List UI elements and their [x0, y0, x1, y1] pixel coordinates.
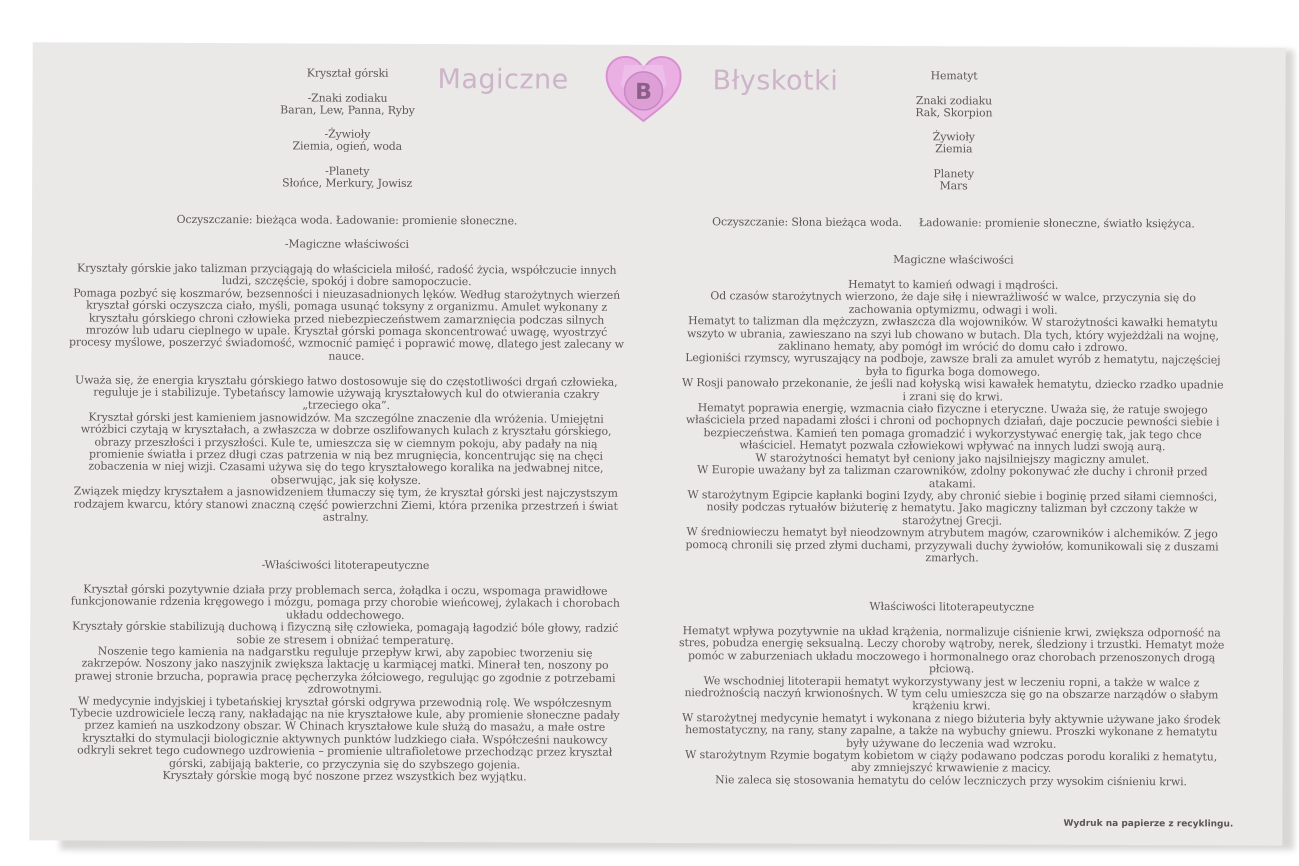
- left-elements-label: -Żywioły: [324, 127, 371, 141]
- right-lito-heading: Właściwości litoterapeutyczne: [869, 599, 1035, 614]
- left-elements-value: Ziemia, ogień, woda: [292, 139, 403, 153]
- text-line: wszyto w ubrania, zawieszano na szyi lub chowano w butach. Dla tych, który wyjeżdżali na wojnę,: [687, 326, 1219, 343]
- text-line: zachowania optymizmu, odwagi i woli.: [848, 302, 1058, 317]
- text-line: odkryli sekret tego cudownego uzdrowienia – promienie ultrafioletowe przechodząc przez kryształ: [77, 743, 613, 760]
- right-lito-text: [644, 625, 1260, 789]
- text-line: Hematyt to kamień odwagi i mądrości.: [848, 277, 1059, 292]
- right-planets-label: Planety: [933, 167, 975, 181]
- left-magic-heading: -Magiczne właściwości: [284, 237, 409, 251]
- text-line: wróżbici czytają w kryształach, a zwłaszcza w dobrze oszlifowanych kulach z kryształu górskiego,: [80, 422, 612, 439]
- text-line: przez kamień na uszkodzony obszar. W Chinach kryształowe kule służą do masażu, a małe ostre: [84, 718, 606, 735]
- text-line: Kryształ górski pozytywnie działa przy problemach serca, żołądka i oczu, wspomaga prawidłowe: [83, 582, 608, 598]
- right-elements-value: Ziemia: [935, 142, 973, 156]
- text-line: była to figurka boga domowego.: [865, 364, 1041, 379]
- text-line: zobaczenia w niej wizji. Czasami używa się do tego kryształowego koralika na jedwabnej nitce,: [88, 460, 604, 476]
- text-line: ludzi, szczęście, spokój i dobre samopoczucie.: [221, 274, 472, 289]
- text-line: aby zmniejszyć krwawienie z macicy.: [850, 761, 1052, 776]
- text-line: Hematyt wpływa pozytywnie na układ krążenia, normalizuje ciśnienie krwi, zwiększa odporność na: [682, 624, 1221, 640]
- right-magic-heading: Magiczne właściwości: [893, 253, 1014, 267]
- text-line: Związek między kryształem a jasnowidzeniem tłumaczy się tym, że kryształ górski jest najczystszym: [73, 484, 618, 501]
- text-line: W Europie uważany był za talizman czarowników, zdolny pokonywać złe duchy i chronił przed: [697, 463, 1208, 479]
- left-column: [53, 42, 643, 784]
- text-line: We wschodniej litoterapii hematyt wykorzystywany jest w leczeniu ropni, a także w walce z: [703, 673, 1200, 689]
- text-line: Legioniści rzymscy, wyruszający na podboje, zawsze brali za amulet wyrób z hematytu, najczęściej: [685, 351, 1221, 367]
- text-line: mrozów lub udaru cieplnego w upale. Kryształ górski pomaga skoncentrować uwagę, wyostrzyć: [85, 323, 608, 339]
- text-line: płciową.: [928, 662, 975, 676]
- text-line: zakrzepów. Noszony jako naszyjnik zwiększa laktację u karmiącej matki. Minerał ten, noszony po: [81, 656, 609, 673]
- text-line: procesy myślowe, poszerzyć świadomość, wzmocnić pamięć i poprawić mowę, dlatego jest zalecany w: [68, 335, 624, 352]
- text-line: pomóc w zaburzeniach układu moczowego i hormonalnego oraz chorobach przenoszonych drogą: [688, 648, 1216, 665]
- printed-card: [29, 42, 1285, 845]
- text-line: właściciela przed napadami złości i chroni od pochopnych działań, daje poczucie pewności siebie i: [685, 413, 1220, 429]
- text-line: W medycynie indyjskiej i tybetańskiej kryształ górski odgrywa przewodnią rolę. We współczesnym: [78, 694, 612, 710]
- text-line: sobie ze stresem i obniżać temperaturę.: [236, 632, 454, 647]
- text-line: Uważa się, że energia kryształu górskiego łatwo dostosowuje się do częstotliwości drgań człowieka,: [74, 373, 618, 389]
- text-line: Hematyt poprawia energię, wzmacnia ciało fizyczne i eteryczne. Uważa się, że ratuje swojego: [697, 401, 1208, 417]
- text-line: astralny.: [322, 510, 369, 524]
- text-line: W starożytnym Rzymie bogatym kobietom w ciąży podawano podczas porodu koraliki z hematytu,: [685, 748, 1218, 764]
- text-line: Kryształy górskie jako talizman przyciągają do właściciela miłość, radość życia, współczucie innych: [77, 261, 617, 277]
- right-zodiac-label: Znaki zodiaku: [915, 94, 993, 108]
- text-line: prawej stronie brzucha, poprawia pracę pęcherzyka żółciowego, regulując go zgodnie z potrzebami: [74, 669, 616, 685]
- text-line: obrazy przeszłości i przyszłości. Kule te, umieszcza się w ciemnym pokoju, aby padały na nią: [94, 435, 598, 451]
- right-cleansing: Oczyszczanie: Słona bieżąca woda. Ładowanie: promienie słoneczne, światło księżyca.: [712, 215, 1195, 231]
- text-line: kryształu górskiego chroni człowieka przed niebezpieczeństwem zamarznięcia podczas silnych: [88, 311, 605, 327]
- text-line: W starożytnej medycynie hematyt i wykonana z niego biżuteria były aktywnie używane jako środek: [682, 710, 1221, 727]
- left-lito-text: [50, 583, 641, 784]
- left-planets-value: Słońce, Merkury, Jowisz: [282, 176, 413, 190]
- text-line: rodzajem kwarcu, który stanowi znaczną część powierzchni Ziemi, która przenika przestrzeń i świat: [73, 497, 618, 513]
- text-line: atakami.: [928, 476, 976, 490]
- right-zodiac-value: Rak, Skorpion: [915, 106, 993, 120]
- right-planets-value: Mars: [939, 179, 968, 193]
- left-planets-label: -Planety: [325, 164, 370, 178]
- logo-letter: B: [635, 79, 652, 105]
- text-line: kryształ górski oczyszcza ciało, myśli, pomaga usunąć toksyny z organizmu. Amulet wykonany z: [86, 298, 608, 314]
- left-cleansing: Oczyszczanie: bieżąca woda. Ładowanie: promienie słoneczne.: [176, 212, 518, 228]
- text-line: Kryształ górski jest kamieniem jasnowidzów. Ma szczególne znaczenie dla wróżenia. Umiejętni: [88, 410, 604, 426]
- left-magic-text: [51, 262, 642, 525]
- logo-right-word: Błyskotki: [712, 65, 839, 97]
- text-line: Od czasów starożytnych wierzono, że daje siłę i niewrażliwość w walce, przyczynia się do: [710, 289, 1196, 305]
- text-line: promienie światła i przez długi czas patrzenia w nią bez mrugnięcia, koncentrując się na chęci: [88, 447, 603, 463]
- text-line: Kryształy górskie stabilizują duchową i fizyczną siłę człowieka, pomagają łagodzić bóle głowy, radzić: [72, 619, 619, 636]
- text-line: obserwując, jak się kołysze.: [270, 473, 421, 487]
- text-line: pomocą chronili się przed złymi duchami, przyzywali duchy żywiołów, komunikowali się z duszami: [685, 537, 1219, 553]
- right-title: Hematyt: [930, 69, 978, 83]
- text-line: starożytnej Grecji.: [902, 513, 1003, 528]
- text-line: krążeniu krwi.: [912, 699, 991, 713]
- left-zodiac-label: -Znaki zodiaku: [307, 91, 388, 105]
- left-lito-heading: -Właściwości litoterapeutyczne: [261, 558, 430, 573]
- text-line: kryształki do stymulacji biologicznie aktywnych punktów ludzkiego ciała. Współcześni naukowcy: [82, 731, 608, 747]
- left-zodiac-value: Baran, Lew, Panna, Ryby: [280, 103, 415, 117]
- text-line: nauce.: [328, 349, 365, 363]
- text-line: niedrożnością naczyń krwionośnych. W tym celu umieszcza się go na obszarze narządów o słabym: [684, 686, 1219, 702]
- text-line: W starożytności hematyt był ceniony jako najsilniejszy magiczny amulet.: [755, 451, 1150, 466]
- text-line: zdrowotnymi.: [307, 682, 382, 697]
- left-title: Kryształ górski: [306, 66, 389, 80]
- text-line: stres, pobudza energię seksualną. Leczy choroby wątroby, nerek, śledziony i trzustki. Hematyt może: [678, 636, 1225, 652]
- text-line: Pomaga pozbyć się koszmarów, bezsenności i nieuzasadnionych lęków. Według starożytnych wierzeń: [73, 286, 621, 302]
- text-line: funkcjonowanie rdzenia kręgowego i mózgu, pomaga przy chorobie wieńcowej, żylakach i chorobach: [70, 594, 620, 611]
- text-line: zmarłych.: [925, 551, 979, 565]
- recycled-paper-note: Wydruk na papierze z recyklingu.: [1063, 818, 1234, 830]
- text-line: górski, zabijają bakterie, co przyczynia się do szybszego gojenia.: [168, 756, 521, 772]
- text-line: i zrani się do krwi.: [902, 389, 1003, 404]
- text-line: W średniowieczu hematyt był nieodzownym atrybutem magów, czarowników i alchemików. Z jego: [686, 525, 1218, 541]
- text-line: Kryształy górskie mogą być noszone przez wszystkich bez wyjątku.: [162, 768, 527, 784]
- logo-left-word: Magiczne: [437, 64, 569, 96]
- text-line: Nie zaleca się stosowania hematytu do celów leczniczych przy wysokim ciśnieniu krwi.: [715, 773, 1187, 789]
- text-line: były używane do leczenia wad wzroku.: [846, 736, 1057, 751]
- text-line: Hematyt to talizman dla mężczyzn, zwłaszcza dla wojowników. W starożytności kawałki hematytu: [688, 314, 1218, 330]
- text-line: bezpieczeństwa. Kamień ten pomaga gromadzić i wykorzystywać energię tak, jak tego chce: [703, 426, 1202, 442]
- text-line: W starożytnym Egipcie kapłanki bogini Izydy, aby chronić siebie i boginię przed siłami ciemności,: [687, 488, 1218, 504]
- text-line: zaklinano hematy, aby pomógł im wrócić do domu cało i zdrowo.: [778, 339, 1128, 355]
- right-elements-label: Żywioły: [932, 130, 975, 144]
- text-line: układu oddechowego.: [286, 608, 405, 622]
- text-line: Tybecie uzdrowiciele leczą rany, nakładając na nie kryształowe kule, aby promienie słoneczne padały: [70, 706, 620, 722]
- text-line: hemostatyczny, na rany, stany zapalne, a także na wybuchy gniewu. Proszki wykonane z hematytu: [685, 723, 1218, 739]
- text-line: W Rosji panowało przekonanie, że jeśli nad kołyską wisi kawałek hematytu, dziecko rzadko upadnie: [681, 376, 1224, 392]
- text-line: reguluje je i stabilizuje. Tybetańscy lamowie używają kryształowych kul do otwierania czakry: [93, 385, 600, 401]
- text-line: nosiły podczas rytuałów biżuterię z hematytu. Jako magiczny talizman był czczony także w: [706, 500, 1198, 516]
- text-line: właściciel. Hematyt pozwala człowiekowi wpływać na innych ludzi swoją aurą.: [739, 438, 1166, 454]
- text-line: „trzeciego oka”.: [302, 398, 390, 413]
- right-magic-text: [644, 278, 1260, 566]
- text-line: Noszenie tego kamienia na nadgarstku reguluje przepływ krwi, aby zapobiec tworzeniu się: [97, 644, 593, 660]
